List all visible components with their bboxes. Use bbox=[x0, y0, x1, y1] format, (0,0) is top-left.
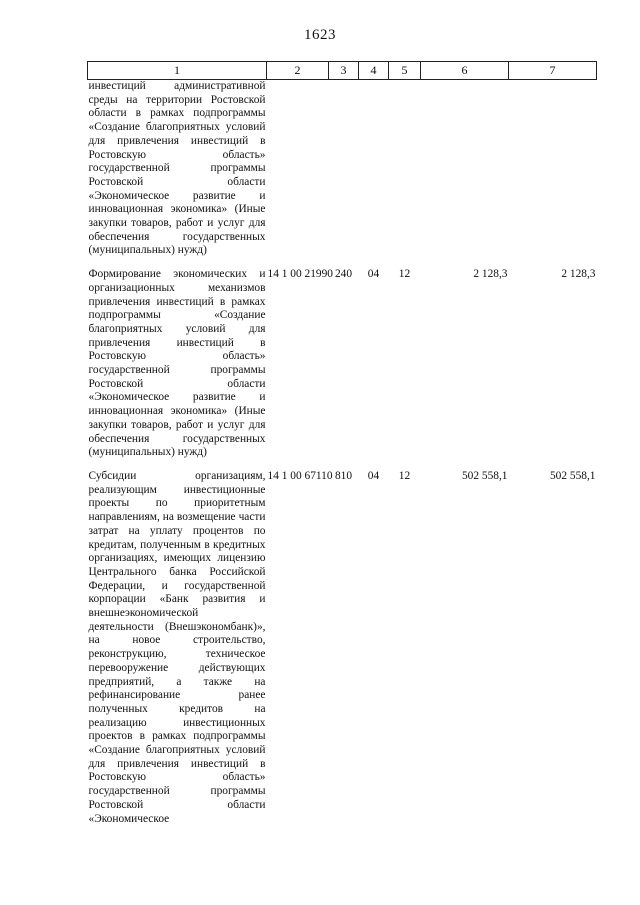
column-header: 7 bbox=[509, 62, 597, 80]
column-number-row bbox=[88, 62, 597, 80]
table-row bbox=[88, 80, 597, 267]
target-article-code bbox=[267, 80, 329, 267]
column-header: 4 bbox=[359, 62, 389, 80]
column-header: 6 bbox=[421, 62, 509, 80]
subsection-code bbox=[389, 80, 421, 267]
target-article-code: 14 1 00 67110 bbox=[267, 469, 333, 482]
column-header: 5 bbox=[389, 62, 421, 80]
section-code bbox=[359, 80, 389, 267]
target-article-code: 14 1 00 21990 bbox=[267, 268, 333, 281]
row-description: Формирование экономических и организационных механизмов привлечения инвестиций в рамках подпрограммы «Создание благоприятных условий для привлечения инвестиций в Ростовскую область» государственной программы Ростовской области «Экономическое развитие и инновационная экономика» (Иные закупки товаров, работ и услуг для обеспечения государственных (муниципальных) нужд) bbox=[88, 268, 266, 459]
table-row bbox=[88, 266, 597, 468]
amount-column-6 bbox=[421, 80, 509, 267]
table-row bbox=[88, 468, 597, 826]
page-number: 1623 bbox=[304, 27, 336, 43]
amount-column-7: 502 558,1 bbox=[549, 469, 596, 482]
row-description: Субсидии организациям, реализующим инвестиционные проекты по приоритетным направлениям, на возмещение части затрат на уплату процентов по кредитам, полученным в кредитных организациях, имеющих лицензию Центрального банка Российской Федерации, и государственной корпорации «Банк развития и внешнеэкономической деятельности (Внешэкономбанк)», на новое строительство, реконструкцию, техническое перевооружение действующих предприятий, а также на рефинансирование ранее полученных кредитов на реализацию инвестиционных проектов в рамках подпрограммы «Создание благоприятных условий для привлечения инвестиций в Ростовскую область» государственной программы Ростовской области «Экономическое bbox=[88, 469, 266, 825]
subsection-code: 12 bbox=[398, 268, 411, 281]
budget-table bbox=[87, 61, 597, 826]
column-header: 3 bbox=[329, 62, 359, 80]
amount-column-6: 502 558,1 bbox=[461, 469, 508, 482]
row-description: инвестиций административной среды на территории Ростовской области в рамках подпрограммы «Создание благоприятных условий для привлечения инвестиций в Ростовскую область» государственной программы Ростовской области «Экономическое развитие и инновационная экономика» (Иные закупки товаров, работ и услуг для обеспечения государственных (муниципальных) нужд) bbox=[88, 80, 266, 257]
column-header: 1 bbox=[88, 62, 267, 80]
amount-column-6: 2 128,3 bbox=[473, 268, 508, 281]
expense-type: 240 bbox=[334, 268, 353, 281]
amount-column-7 bbox=[509, 80, 597, 267]
section-code: 04 bbox=[367, 268, 380, 281]
subsection-code: 12 bbox=[398, 469, 411, 482]
section-code: 04 bbox=[367, 469, 380, 482]
amount-column-7: 2 128,3 bbox=[561, 268, 596, 281]
expense-type: 810 bbox=[334, 469, 353, 482]
expense-type bbox=[329, 80, 359, 267]
column-header: 2 bbox=[267, 62, 329, 80]
